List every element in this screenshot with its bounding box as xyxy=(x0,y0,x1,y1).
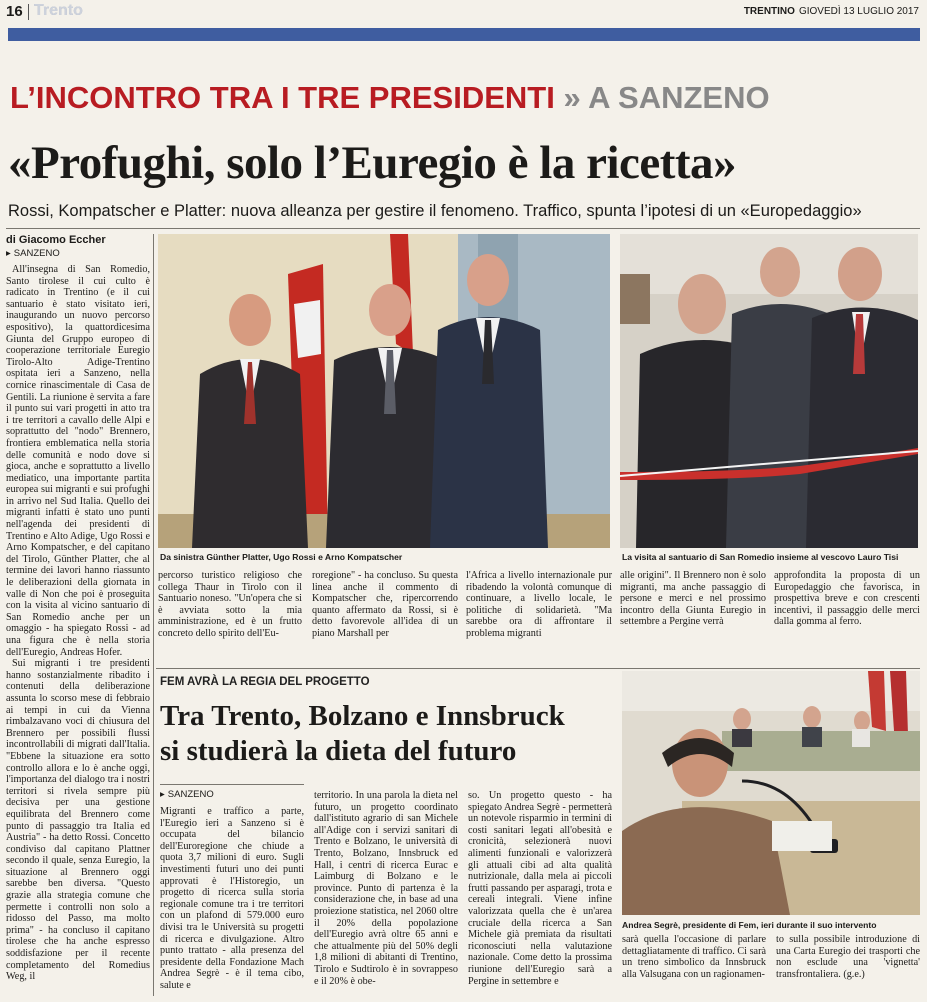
kicker-separator: » xyxy=(563,80,581,115)
issue-date: GIOVEDÌ 13 LUGLIO 2017 xyxy=(798,6,919,17)
article-column-6: approfondita la proposta di un Europedaggio che favorisca, in prospettiva breve e con crescenti incentivi, il passaggio delle merci dalla gomma al ferro. xyxy=(774,570,920,628)
paragraph: Sui migranti i tre presidenti hanno sostanzialmente ribadito i contenuti della deliberazione assunta lo scorso mese di febbraio ai tempi in cui da Vienna rimbalzavano voci di chiusura del Brennero per possibili flussi incontrollabili di migrati dall'Italia. "Ebbene la situazione era sotto controllo allora e lo è anche oggi, l'importanza del dialogo tra i nostri territori si rivela sempre più decisiva per una gestione equilibrata del Brennero come punto di passaggio tra Italia ed Austria" - ha detto Rossi. Concetto condiviso dal capitano Plattner secondo il quale, senza Euregio, la situazione al Brennero oggi sarebbe ben diversa. "Questo grazie alla strategia comune che permette i controlli non solo a ridosso del Passo, ma molto prima" - ha concluso il capitano tirolese che ha anche espresso soddisfazione per il recente completamento del Romedius Weg, il xyxy=(6,658,150,983)
photo-segre-speaking xyxy=(622,671,920,915)
article-column-2: percorso turistico religioso che collega Thaur in Tirolo con il Santuario noneso. "Un'opera che si è avviata sotto la mia amministrazione, ed è un frutto concreto dello spirito dell'Eu- xyxy=(158,570,302,639)
article2-headline xyxy=(160,699,612,769)
article2-column-4: sarà quella l'occasione di parlare dettagliatamente di traffico. Ci sarà un treno simbolico da Innsbruck alla Valsugana con un ragionamen- xyxy=(622,934,766,980)
paragraph: All'insegna di San Romedio, Santo tirolese il cui culto è radicato in Trentino (e il cui santuario è stato visitato ieri, inaugurando un nuovo percorso espositivo), la quattordicesima Giunta del Gruppo europeo di cooperazione territoriale Euregio Tirolo-Alto Adige-Trentino ospitata ieri a Sanzeno, nella cornice rinascimentale di Casa de Gentili. La riunione è servita a fare il punto sui vari progetti in atto tra i tre territori a cavallo delle Alpi e soprattutto del "nodo" Brennero, frontiera emblematica nella storia delle comunità e nodo dove si gioca, anche e soprattutto a livello mediatico, una importante partita europea sui migranti e sui profughi in arrivo nel Sud Italia. Quello dei migranti infatti è stato uno punti nell'agenda dei presidenti di Trentino e Alto Adige, Ugo Rossi e Arno Kompatscher, e del capitano del Tirolo, Günther Platter, che al termine dei lavori hanno riassunto le deliberazioni della giornata in valle di Non che poi è proseguita con la visita al vicino santuario di San Romedio anche per un omaggio - ha spiegato Rossi - ad una figura che è nella storia dell'Euregio, Andreas Hofer. xyxy=(6,264,150,658)
article-headline: «Profughi, solo l’Euregio è la ricetta» xyxy=(8,137,737,189)
headline-rule xyxy=(6,228,920,229)
photo-illustration xyxy=(620,234,918,548)
article2-column-2: territorio. In una parola la dieta nel futuro, un progetto coordinato dall'istituto agrario di san Michele all'Adige con i servizi sanitari di Trento e Bolzano, le università di Trento, Bolzano, Innsbruck ed Hall, i centri di ricerca Eurac e Laimburg di Bolzano e le province. Punto di partenza è la considerazione che, in base ad una proiezione statistica, nel 2060 oltre il 20% della popolazione dell'Euregio avrà oltre 65 anni e che attualmente più del 50% degli 1,8 milioni di abitanti di Trentino, Tirolo e Sudtirolo è in sovrappeso e il 20% è obe- xyxy=(314,790,458,987)
article-kicker xyxy=(10,80,920,116)
byline: di Giacomo Eccher xyxy=(6,234,106,246)
article-column-3: roregione" - ha concluso. Su questa linea anche il commento di Kompatscher che, ripercorrendo quanto affermato da Rossi, si è detto favorevole all'idea di un piano Marshall per xyxy=(312,570,458,639)
section-color-bar xyxy=(8,28,920,41)
photo-caption: Andrea Segrè, presidente di Fem, ieri durante il suo intervento xyxy=(622,920,877,930)
masthead-date xyxy=(744,6,919,17)
kicker-place: A SANZENO xyxy=(588,80,770,115)
photo-three-presidents xyxy=(158,234,610,548)
header-divider xyxy=(28,4,29,20)
photo-caption: Da sinistra Günther Platter, Ugo Rossi e Arno Kompatscher xyxy=(160,552,403,562)
kicker-topic: L’INCONTRO TRA I TRE PRESIDENTI xyxy=(10,80,555,115)
photo-illustration xyxy=(622,671,920,915)
headline-line: Tra Trento, Bolzano e Innsbruck xyxy=(160,700,565,732)
article2-column-1: Migranti e traffico a parte, l'Euregio ieri a Sanzeno si è occupata del bilancio dell'Euroregione che chiude a quota 3,7 milioni di euro. Sugli investimenti futuri uno dei punti approvati è l'Historegio, un progetto di ricerca sulla storia regionale comune tra i tre territori con un plafond di 579.000 euro divisi tra le Università su progetti di ricerca e divulgazione. Altro punto trattato - alla presenza del presidente della Fondazione Mach Andrea Segrè - è il tema cibo, salute e xyxy=(160,806,304,991)
photo-ribbon-cutting xyxy=(620,234,918,548)
article-column-5: alle origini". Il Brennero non è solo migranti, ma anche passaggio di persone e merci e nel prossimo incontro della Giunta Euregio in settembre a Pergine verrà xyxy=(620,570,766,628)
section-name: Trento xyxy=(34,2,83,19)
article2-column-3: so. Un progetto questo - ha spiegato Andrea Segrè - permetterà un notevole risparmio in termini di costi sanitari legati all'obesità e cronicità, selezionerà nuovi alimenti funzionali e valorizzerà gli attuali cibi ad alta qualità nutrizionale, dalla mela ai piccoli frutti passando per asparagi, trota e cereali integrali. Viene infine valorizzata quella che è un'area cruciale della ricerca a San Michele già premiata da risultati riconosciuti nella valutazione nazionale. Come detto la prossima riunione dell'Euregio sarà a Pergine in settembre e xyxy=(468,790,612,987)
article-subhead: Rossi, Kompatscher e Platter: nuova alleanza per gestire il fenomeno. Traffico, spunta l’ipotesi di un «Europedaggio» xyxy=(8,202,862,220)
article-column-4: l'Africa a livello internazionale pur ribadendo la volontà comunque di continuare, a livello locale, le politiche di solidarietà. "Ma sarebbe ora di affrontare il problema migranti xyxy=(466,570,612,639)
page-header xyxy=(0,0,927,28)
headline-line: si studierà la dieta del futuro xyxy=(160,735,517,767)
article2-dateline: ▸ SANZENO xyxy=(160,789,214,800)
article-column-1 xyxy=(6,264,150,996)
masthead: TRENTINO xyxy=(743,6,795,17)
article2-kicker: FEM AVRÀ LA REGIA DEL PROGETTO xyxy=(160,676,370,688)
dateline: ▸ SANZENO xyxy=(6,248,60,259)
photo-caption: La visita al santuario di San Romedio insieme al vescovo Lauro Tisi xyxy=(622,552,899,562)
article-divider xyxy=(156,668,920,669)
page-number: 16 xyxy=(6,3,23,20)
article2-column-5: to sulla possibile introduzione di una Carta Euregio dei trasporti che non esclude una 'vignetta' transfrontaliera. (g.e.) xyxy=(776,934,920,980)
column-rule xyxy=(153,234,154,996)
photo-illustration xyxy=(158,234,610,548)
dateline-rule xyxy=(160,784,304,785)
